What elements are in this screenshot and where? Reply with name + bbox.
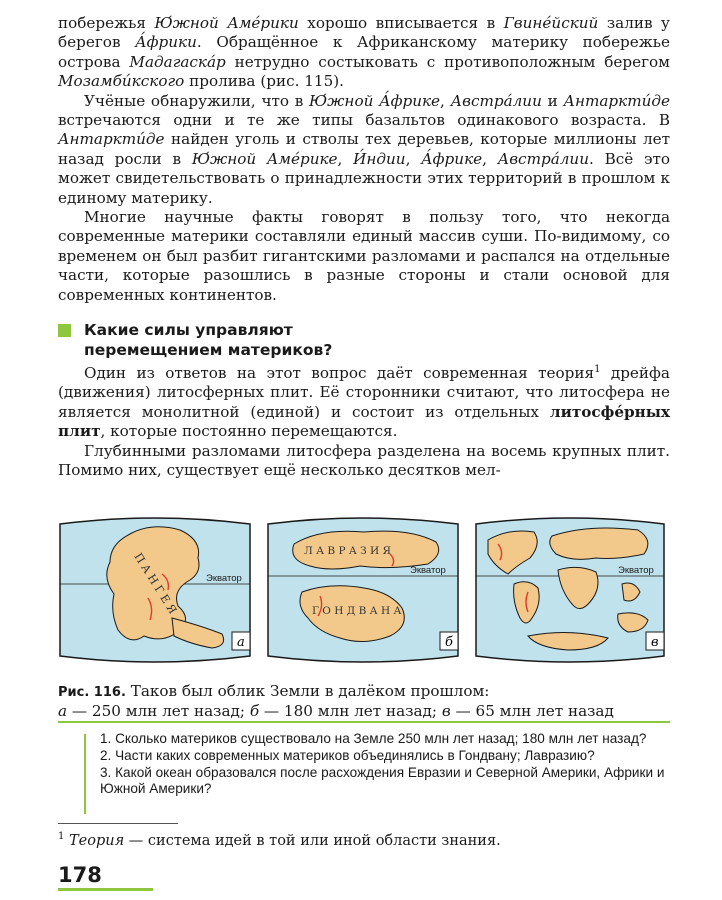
figure-caption xyxy=(58,682,678,721)
footnote xyxy=(58,832,678,850)
text-run: хорошо вписывается в xyxy=(298,14,504,32)
text-run: найден уголь и стволы тех деревьев, которые миллионы лет назад росли в xyxy=(58,130,670,168)
heading-marker xyxy=(58,324,71,337)
text-run: , xyxy=(337,149,354,168)
figure-label: Рис. 116. xyxy=(58,685,126,700)
text-run: дрейфа (движения) литосферных плит. Её сторонники считают, что литосфера не является монолитной (единой) и состоит из отдельных xyxy=(58,364,670,421)
text-run: литосфе́рных плит xyxy=(58,402,670,441)
text-run: Гвине́йский xyxy=(503,14,599,32)
caption-c-text: — 65 млн лет назад xyxy=(450,702,614,720)
text-run: Антаркти́де xyxy=(58,130,165,149)
questions-bar xyxy=(84,734,86,814)
caption-letter-c: в xyxy=(441,702,451,720)
text-run: Мозамби́кского xyxy=(58,72,185,91)
questions-block xyxy=(100,731,672,798)
question-2: 2. Части каких современных материков объединялись в Гондвану; Лавразию? xyxy=(100,747,595,763)
caption-line-2 xyxy=(58,702,678,721)
text-run: Антаркти́де xyxy=(563,91,671,110)
body-text-middle xyxy=(58,364,670,480)
text-run: Многие научные факты говорят в пользу того, что некогда современные материки составляли единый массив суши. По-видимому, со временем он был разбит гигантскими разломами и распался на отдельные части, которые разошлись в разные стороны и стали основой для современных континентов. xyxy=(58,208,670,304)
paragraph-1 xyxy=(58,14,670,92)
figure-116-maps xyxy=(52,514,672,666)
caption-b-text: — 180 млн лет назад; xyxy=(259,702,442,720)
text-run: А́фрики xyxy=(135,33,197,52)
heading-line-1: Какие силы управляют xyxy=(84,321,293,339)
laurasia-label: Л А В Р А З И Я xyxy=(304,545,391,557)
text-run: пролива (рис. 115). xyxy=(184,72,344,91)
text-run: . Всё это может свидетельствовать о принадлежности этих территорий в прошлом к единому материку. xyxy=(58,149,671,207)
panel-letter-a: а xyxy=(237,635,245,650)
text-run: и xyxy=(541,91,564,110)
caption-line-1 xyxy=(58,682,678,702)
question-3: 3. Какой океан образовался после расхождения Евразии и Северной Америки, Африки и Южной Америки? xyxy=(100,764,665,797)
text-run: нетрудно состыковать с противоположным берегом xyxy=(225,52,670,71)
paragraph-4 xyxy=(58,364,670,442)
text-run: , xyxy=(405,149,422,168)
text-run: Ю́жной Аме́рики xyxy=(154,14,299,32)
caption-text: Таков был облик Земли в далёком прошлом: xyxy=(130,682,490,700)
caption-rule xyxy=(58,721,670,723)
paragraph-5 xyxy=(58,442,670,481)
equator-label: Экватор xyxy=(618,565,654,576)
page-number: 178 xyxy=(58,863,102,887)
panel-letter-c: в xyxy=(651,635,659,650)
page-number-rule xyxy=(58,888,153,891)
text-run: встречаются одни и те же типы базальтов одинакового возраста. В xyxy=(58,111,670,130)
footnote-text: — система идей в той или иной области знания. xyxy=(124,833,501,849)
map-panel-c xyxy=(468,514,672,666)
text-run: Один из ответов на этот вопрос даёт современная теория xyxy=(84,364,595,382)
text-run: Глубинными разломами литосфера разделена на восемь крупных плит. Помимо них, существует ещё несколько десятков мел- xyxy=(58,441,670,480)
text-run: Австра́лии xyxy=(450,91,542,110)
eurasia xyxy=(550,528,648,559)
section-heading xyxy=(58,320,658,360)
caption-a-text: — 250 млн лет назад; xyxy=(67,702,250,720)
paragraph-3 xyxy=(58,208,670,305)
caption-letter-a: а xyxy=(58,702,68,720)
text-run: залив у берегов xyxy=(58,14,670,52)
equator-label: Экватор xyxy=(206,573,242,584)
text-run: Ю́жной Аме́рике xyxy=(191,149,338,168)
text-run: А́фрике xyxy=(421,149,483,168)
text-run: , xyxy=(482,149,498,168)
footnote-mark: 1 xyxy=(58,831,65,843)
text-run: Австра́лии xyxy=(497,149,589,168)
text-run: Мадагаска́р xyxy=(129,52,226,71)
text-run: 1 xyxy=(594,363,601,375)
text-run: . Обращённое к Африканскому материку побережье острова xyxy=(58,33,670,71)
text-run: , xyxy=(440,91,451,110)
map-panel-b xyxy=(260,514,466,666)
paragraph-2 xyxy=(58,92,670,208)
question-1: 1. Сколько материков существовало на Земле 250 млн лет назад; 180 млн лет назад? xyxy=(100,731,647,746)
heading-line-2: перемещением материков? xyxy=(84,341,333,359)
footnote-term: Теория xyxy=(68,833,125,849)
text-run: Учёные обнаружили, что в xyxy=(84,91,310,110)
map-panel-a xyxy=(52,514,258,666)
pangaea-label: П А Н Г Е Я xyxy=(131,550,180,617)
text-run: , которые постоянно перемещаются. xyxy=(100,422,398,441)
body-text-top xyxy=(58,14,670,305)
text-run: Ю́жной А́фрике xyxy=(309,91,441,110)
footnote-rule xyxy=(58,823,178,824)
panel-letter-b: б xyxy=(445,635,453,650)
gondwana-label: Г О Н Д В А Н А xyxy=(312,605,402,617)
text-run: побережья xyxy=(58,14,155,32)
caption-letter-b: б xyxy=(249,702,260,720)
equator-label: Экватор xyxy=(410,565,446,576)
text-run: И́ндии xyxy=(353,149,406,168)
